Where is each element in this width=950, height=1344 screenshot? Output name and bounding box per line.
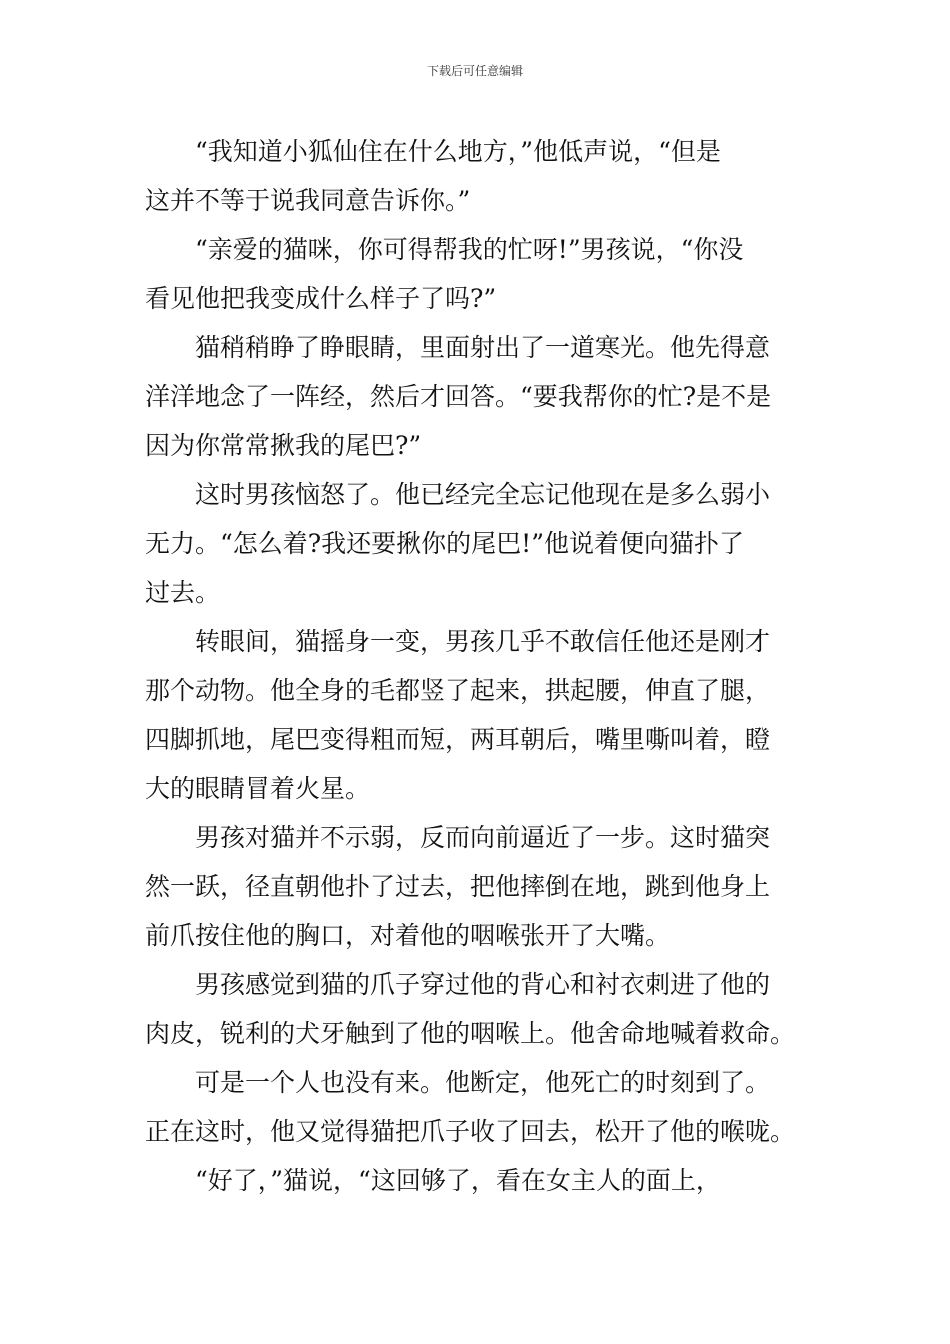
text-line: 这并不等于说我同意告诉你。” <box>145 186 471 215</box>
text-line: 四脚抓地，尾巴变得粗而短，两耳朝后，嘴里嘶叫着，瞪 <box>145 725 771 754</box>
text-line: 过去。 <box>145 578 221 607</box>
paragraph-9 <box>145 1156 809 1205</box>
paragraph-5 <box>145 617 809 813</box>
text-line: 男孩感觉到猫的爪子穿过他的背心和衬衣刺进了他的 <box>145 970 771 999</box>
paragraph-7 <box>145 960 809 1058</box>
paragraph-8 <box>145 1058 809 1156</box>
text-line: 洋洋地念了一阵经，然后才回答。“要我帮你的忙?是不是 <box>145 382 772 411</box>
text-line: 转眼间，猫摇身一变，男孩几乎不敢信任他还是刚才 <box>145 627 771 656</box>
text-line: 肉皮，锐利的犬牙触到了他的咽喉上。他舍命地喊着救命。 <box>145 1019 796 1048</box>
paragraph-6 <box>145 813 809 960</box>
text-line: 无力。“怎么着?我还要揪你的尾巴!”他说着便向猫扑了 <box>145 529 745 558</box>
paragraph-3 <box>145 323 809 470</box>
page-header: 下载后可任意编辑 <box>426 64 523 78</box>
text-line: “我知道小狐仙住在什么地方，”他低声说，“但是 <box>145 137 721 166</box>
document-body <box>145 127 809 1205</box>
text-line: 男孩对猫并不示弱，反而向前逼近了一步。这时猫突 <box>145 823 771 852</box>
text-line: 正在这时，他又觉得猫把爪子收了回去，松开了他的喉咙。 <box>145 1117 796 1146</box>
text-line: 那个动物。他全身的毛都竖了起来，拱起腰，伸直了腿， <box>145 676 771 705</box>
text-line: 因为你常常揪我的尾巴?” <box>145 431 422 460</box>
text-line: “好了，”猫说，“这回够了，看在女主人的面上， <box>145 1166 721 1195</box>
text-line: 猫稍稍睁了睁眼睛，里面射出了一道寒光。他先得意 <box>145 333 771 362</box>
text-line: 这时男孩恼怒了。他已经完全忘记他现在是多么弱小 <box>145 480 771 509</box>
text-line: “亲爱的猫咪，你可得帮我的忙呀!”男孩说，“你没 <box>145 235 744 264</box>
text-line: 看见他把我变成什么样子了吗?” <box>145 284 497 313</box>
text-line: 前爪按住他的胸口，对着他的咽喉张开了大嘴。 <box>145 921 671 950</box>
paragraph-2 <box>145 225 809 323</box>
paragraph-4 <box>145 470 809 617</box>
paragraph-1 <box>145 127 809 225</box>
text-line: 可是一个人也没有来。他断定，他死亡的时刻到了。 <box>145 1068 771 1097</box>
text-line: 然一跃，径直朝他扑了过去，把他摔倒在地，跳到他身上 <box>145 872 771 901</box>
text-line: 大的眼睛冒着火星。 <box>145 774 371 803</box>
